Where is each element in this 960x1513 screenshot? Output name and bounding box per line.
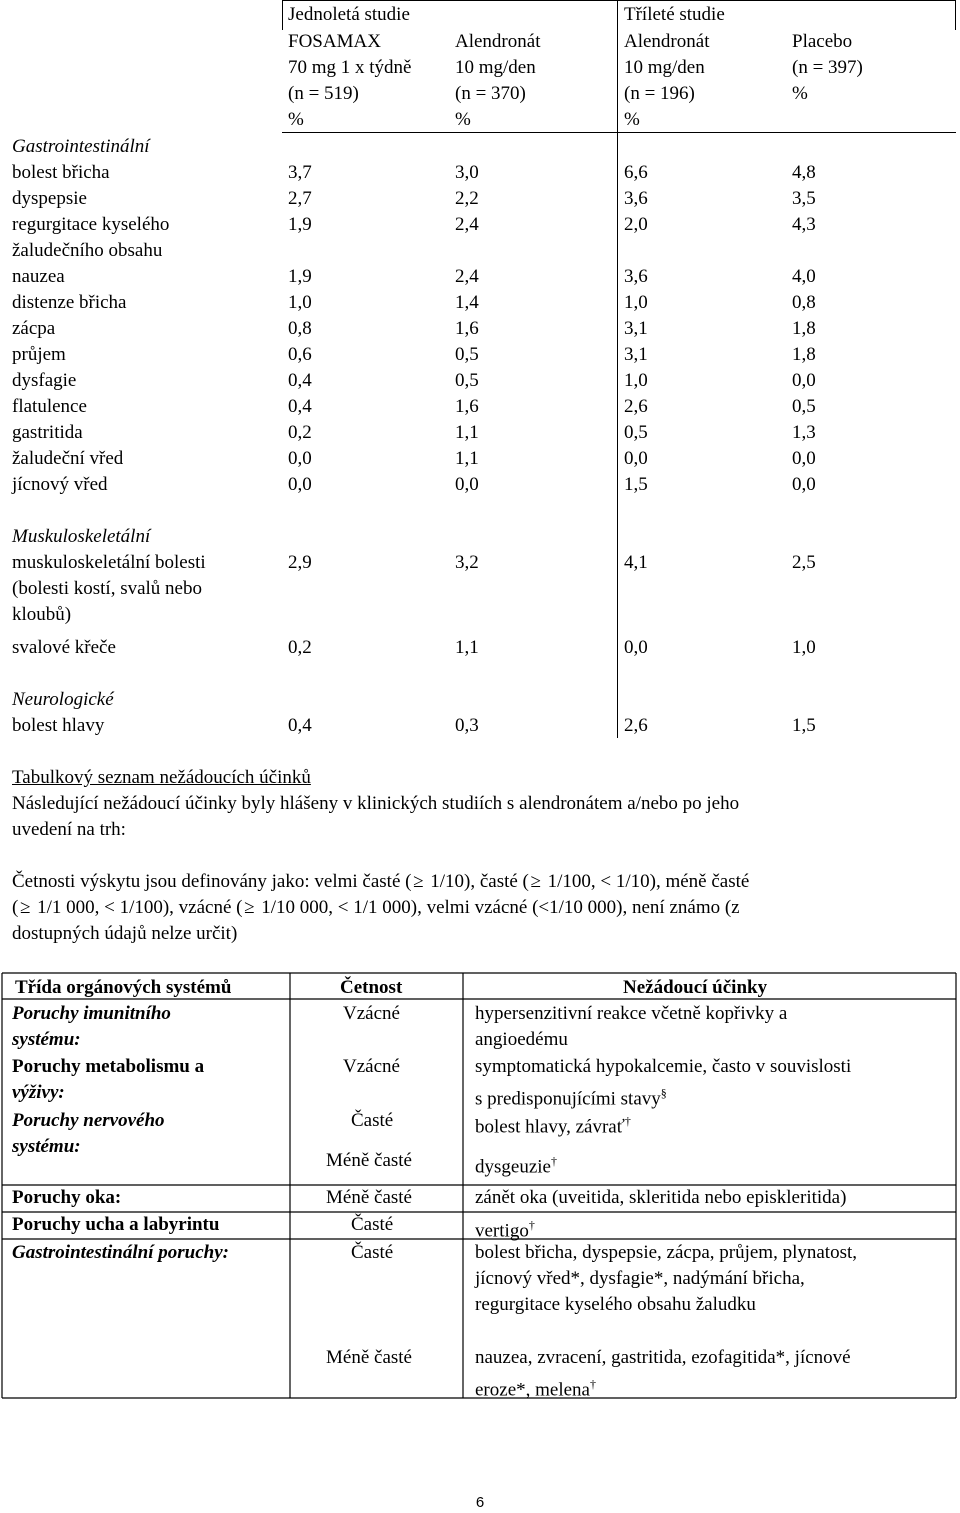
cell-value: 1,9 [288, 266, 312, 287]
column-header: 70 mg 1 x týdně [288, 57, 412, 78]
column-header: 10 mg/den [455, 57, 536, 78]
row-label: žaludečního obsahu [12, 240, 163, 261]
cell-value: 0,8 [288, 318, 312, 339]
cell-value: 0,0 [792, 474, 816, 495]
row-label: dysfagie [12, 370, 77, 391]
adverse-effect-text: s predisponujícími stavy§ [475, 1086, 667, 1110]
column-header: 10 mg/den [624, 57, 705, 78]
cell-value: 2,7 [288, 188, 312, 209]
row-label: distenze břicha [12, 292, 127, 313]
table-rule [282, 0, 956, 1]
greater-equal-symbol: ≥ [530, 871, 542, 892]
adverse-effect-text: bolest břicha, dyspepsie, zácpa, průjem, plynatost, [475, 1242, 858, 1263]
adverse-effect-text: jícnový vřed*, dysfagie*, nadýmání břicha, [475, 1268, 805, 1289]
paragraph-line: uvedení na trh: [12, 819, 126, 840]
footnote-mark: § [660, 1086, 667, 1100]
cell-value: 0,2 [288, 422, 312, 443]
organ-class-table [0, 972, 958, 1401]
cell-value: 4,1 [624, 552, 648, 573]
cell-value: 4,8 [792, 162, 816, 183]
table-divider [617, 0, 618, 738]
column-header: Alendronát [624, 31, 710, 52]
organ-class-label: Poruchy metabolismu a [12, 1056, 205, 1077]
cell-value: 1,0 [288, 292, 312, 313]
adverse-effect-text: zánět oka (uveitida, skleritida nebo episkleritida) [475, 1187, 847, 1208]
column-header: (n = 196) [624, 83, 695, 104]
column-header: % [624, 109, 640, 130]
frequency-value: Časté [351, 1242, 394, 1263]
cell-value: 0,0 [624, 637, 648, 658]
greater-equal-symbol: ≥ [413, 871, 424, 892]
adverse-effect-text: vertigo† [475, 1218, 535, 1242]
row-label: bolest břicha [12, 162, 110, 183]
cell-value: 3,1 [624, 318, 648, 339]
section-title: Muskuloskeletální [12, 526, 151, 547]
cell-value: 2,2 [455, 188, 479, 209]
row-label: bolest hlavy [12, 715, 105, 736]
column-header: Placebo [792, 31, 853, 52]
cell-value: 2,6 [624, 715, 648, 736]
cell-value: 0,5 [624, 422, 648, 443]
cell-value: 0,0 [792, 370, 816, 391]
row-label: žaludeční vřed [12, 448, 124, 469]
organ-class-label: Poruchy oka: [12, 1187, 122, 1208]
row-label: zácpa [12, 318, 56, 339]
cell-value: 1,8 [792, 344, 816, 365]
column-header: % [288, 109, 304, 130]
row-label: svalové křeče [12, 637, 116, 658]
cell-value: 0,0 [288, 474, 312, 495]
column-header: (n = 370) [455, 83, 526, 104]
adverse-effect-text: symptomatická hypokalcemie, často v souvislosti [475, 1056, 852, 1077]
adverse-effect-text: angioedému [475, 1029, 568, 1050]
row-label: jícnový vřed [12, 474, 108, 495]
cell-value: 0,5 [455, 370, 479, 391]
footnote-mark: † [589, 1377, 596, 1391]
cell-value: 0,0 [624, 448, 648, 469]
cell-value: 3,2 [455, 552, 479, 573]
paragraph-line: Následující nežádoucí účinky byly hlášeny v klinických studiích s alendronátem a/nebo po jeho [12, 793, 740, 814]
row-label: průjem [12, 344, 66, 365]
adverse-effect-text: eroze*, melena† [475, 1377, 596, 1401]
table-divider [955, 0, 956, 30]
frequency-value: Vzácné [343, 1056, 400, 1077]
footnote-mark: † [624, 1114, 631, 1128]
group-header-three-year: Tříleté studie [624, 4, 725, 25]
greater-equal-symbol: ≥ [20, 897, 31, 918]
cell-value: 0,3 [455, 715, 479, 736]
row-label: muskuloskeletální bolesti [12, 552, 206, 573]
cell-value: 2,4 [455, 214, 479, 235]
frequency-value: Méně časté [326, 1187, 412, 1208]
adverse-effect-text: hypersenzitivní reakce včetně kopřivky a [475, 1003, 788, 1024]
column-header: Alendronát [455, 31, 541, 52]
adverse-effect-text: nauzea, zvracení, gastritida, ezofagitida*, jícnové [475, 1347, 851, 1368]
cell-value: 1,5 [792, 715, 816, 736]
table-divider [282, 0, 283, 30]
row-label: (bolesti kostí, svalů nebo [12, 578, 202, 599]
cell-value: 1,5 [624, 474, 648, 495]
footnote-mark: † [550, 1154, 557, 1168]
cell-value: 3,1 [624, 344, 648, 365]
section-title: Gastrointestinální [12, 136, 150, 157]
cell-value: 1,3 [792, 422, 816, 443]
organ-class-label: systému: [12, 1029, 81, 1050]
row-label: kloubů) [12, 604, 72, 625]
cell-value: 4,3 [792, 214, 816, 235]
cell-value: 3,6 [624, 266, 648, 287]
cell-value: 0,8 [792, 292, 816, 313]
page-number: 6 [475, 1494, 485, 1511]
cell-value: 2,5 [792, 552, 816, 573]
cell-value: 3,5 [792, 188, 816, 209]
cell-value: 0,0 [455, 474, 479, 495]
cell-value: 1,0 [624, 292, 648, 313]
greater-equal-symbol: ≥ [244, 897, 255, 918]
cell-value: 1,8 [792, 318, 816, 339]
cell-value: 1,0 [624, 370, 648, 391]
row-label: dyspepsie [12, 188, 87, 209]
adverse-effect-text: dysgeuzie† [475, 1154, 557, 1178]
cell-value: 1,1 [455, 448, 479, 469]
cell-value: 1,6 [455, 396, 479, 417]
column-header: (n = 519) [288, 83, 359, 104]
frequency-definition-line: (≥ 1/1 000, < 1/100), vzácné (≥ 1/10 000, < 1/1 000), velmi vzácné (<1/10 000), není známo (z [12, 897, 740, 918]
cell-value: 0,4 [288, 396, 312, 417]
cell-value: 3,0 [455, 162, 479, 183]
organ-class-label: Poruchy ucha a labyrintu [12, 1214, 220, 1235]
cell-value: 0,4 [288, 370, 312, 391]
frequency-value: Časté [351, 1214, 394, 1235]
organ-class-label: výživy: [12, 1082, 65, 1103]
column-header: (n = 397) [792, 57, 863, 78]
column-header: % [455, 109, 471, 130]
cell-value: 2,0 [624, 214, 648, 235]
cell-value: 1,1 [455, 637, 479, 658]
adverse-effect-text: bolest hlavy, závrať† [475, 1114, 631, 1138]
cell-value: 3,6 [624, 188, 648, 209]
frequency-value: Vzácné [343, 1003, 400, 1024]
row-label: regurgitace kyselého [12, 214, 170, 235]
footnote-mark: † [528, 1218, 535, 1232]
organ-class-label: Gastrointestinální poruchy: [12, 1242, 229, 1263]
cell-value: 0,2 [288, 637, 312, 658]
column-header: % [792, 83, 808, 104]
frequency-value: Méně časté [326, 1347, 412, 1368]
cell-value: 1,0 [792, 637, 816, 658]
column-header-organ-class: Třída orgánových systémů [15, 977, 232, 998]
row-label: nauzea [12, 266, 65, 287]
cell-value: 0,5 [455, 344, 479, 365]
cell-value: 1,6 [455, 318, 479, 339]
frequency-value: Méně časté [326, 1150, 412, 1171]
row-label: gastritida [12, 422, 83, 443]
cell-value: 2,4 [455, 266, 479, 287]
cell-value: 6,6 [624, 162, 648, 183]
organ-class-label: Poruchy nervového [12, 1110, 165, 1131]
section-title: Neurologické [12, 689, 114, 710]
column-header: FOSAMAX [288, 31, 381, 52]
section-heading: Tabulkový seznam nežádoucích účinků [12, 767, 311, 788]
cell-value: 2,9 [288, 552, 312, 573]
organ-class-label: systému: [12, 1136, 81, 1157]
frequency-definition-line: dostupných údajů nelze určit) [12, 923, 238, 944]
cell-value: 0,5 [792, 396, 816, 417]
row-label: flatulence [12, 396, 87, 417]
adverse-effect-text: regurgitace kyselého obsahu žaludku [475, 1294, 756, 1315]
frequency-definition-line: Četnosti výskytu jsou definovány jako: velmi časté (≥ 1/10), časté (≥ 1/100, < 1/10), méně časté [12, 871, 750, 892]
cell-value: 3,7 [288, 162, 312, 183]
column-header-frequency: Četnost [340, 977, 403, 998]
group-header-one-year: Jednoletá studie [288, 4, 410, 25]
frequency-value: Časté [351, 1110, 394, 1131]
column-header-adverse-effects: Nežádoucí účinky [623, 977, 768, 998]
cell-value: 0,0 [792, 448, 816, 469]
cell-value: 4,0 [792, 266, 816, 287]
cell-value: 1,4 [455, 292, 479, 313]
cell-value: 2,6 [624, 396, 648, 417]
cell-value: 0,0 [288, 448, 312, 469]
cell-value: 1,1 [455, 422, 479, 443]
organ-class-label: Poruchy imunitního [12, 1003, 171, 1024]
cell-value: 1,9 [288, 214, 312, 235]
table-rule [282, 132, 956, 133]
cell-value: 0,4 [288, 715, 312, 736]
cell-value: 0,6 [288, 344, 312, 365]
